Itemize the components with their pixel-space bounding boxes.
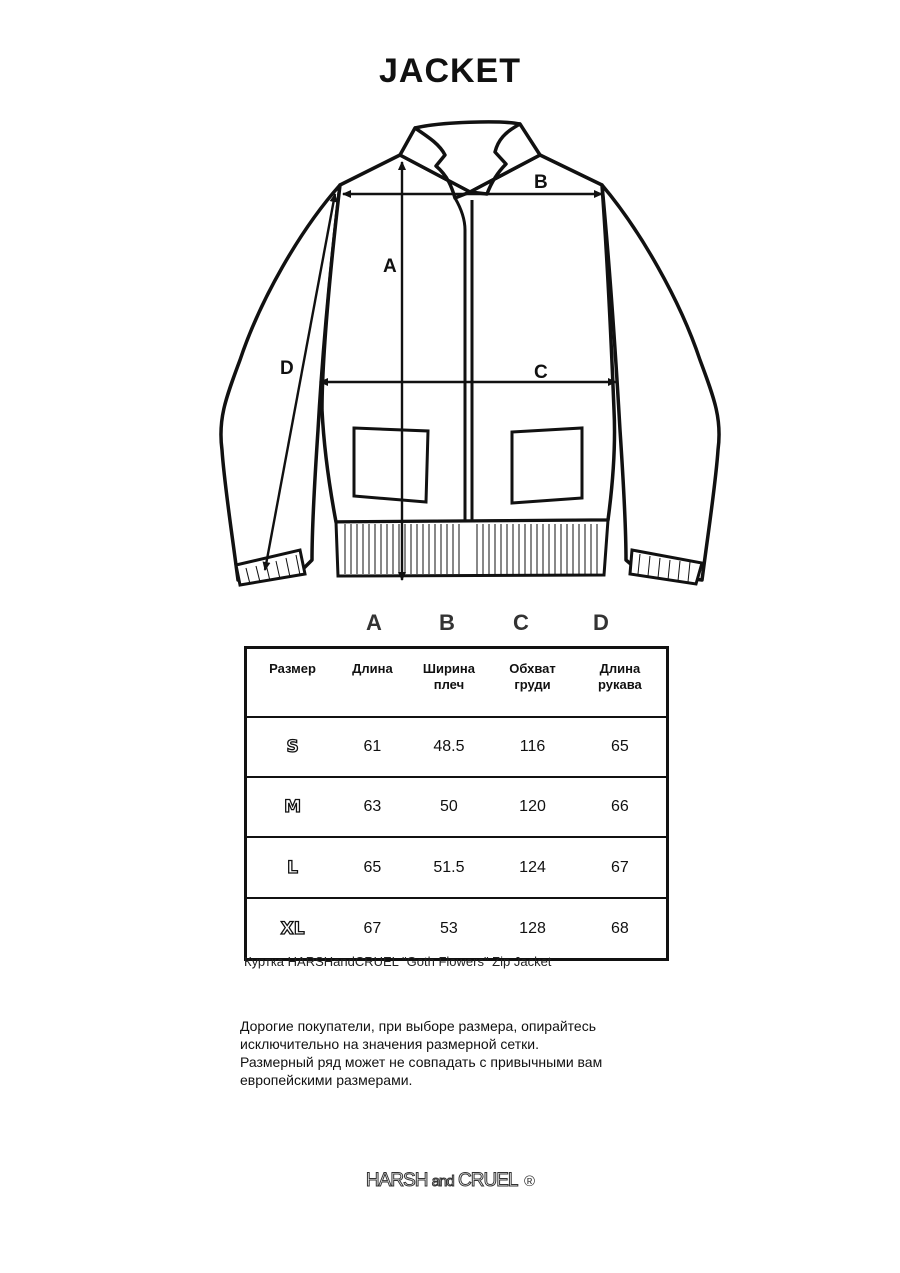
sleeve-cell: 66 xyxy=(574,777,668,837)
length-cell: 67 xyxy=(363,919,382,937)
table-header-row xyxy=(246,648,668,718)
notice-line: исключительно на значения размерной сетки. xyxy=(240,1036,539,1052)
sleeve-cell: 65 xyxy=(574,717,668,777)
shoulder-cell: 53 xyxy=(440,919,458,937)
header-shoulder-width: Ширина плеч xyxy=(407,648,492,718)
chest-cell: 124 xyxy=(491,837,574,898)
right-pocket xyxy=(512,428,582,503)
column-letter-c: C xyxy=(513,610,529,635)
header-sleeve-length: Длина рукава xyxy=(574,648,668,718)
length-cell: 65 xyxy=(338,837,406,898)
table-row xyxy=(246,898,668,960)
chest-cell: 128 xyxy=(519,919,546,937)
brand-logo xyxy=(0,1170,900,1192)
label-b: B xyxy=(534,172,548,193)
brand-harsh: HARSH xyxy=(365,1170,428,1191)
size-cell: XL xyxy=(280,918,305,939)
registered-icon: ® xyxy=(524,1173,535,1190)
shoulder-cell: 51.5 xyxy=(407,837,492,898)
header-length: Длина xyxy=(338,648,406,718)
length-cell: 61 xyxy=(338,717,406,777)
notice-line: Размерный ряд может не совпадать с привычными вам xyxy=(240,1054,603,1070)
notice-line: Дорогие покупатели, при выборе размера, опирайтесь xyxy=(240,1018,597,1034)
shoulder-cell: 48.5 xyxy=(407,717,492,777)
label-a: A xyxy=(383,256,397,277)
jacket-diagram xyxy=(0,110,900,600)
brand-cruel: CRUEL xyxy=(458,1170,517,1191)
right-sleeve xyxy=(602,185,719,580)
column-letter-b: B xyxy=(439,610,455,635)
column-letter-d: D xyxy=(593,610,609,635)
size-cell: S xyxy=(246,717,339,777)
column-letter-a: A xyxy=(366,610,382,635)
sleeve-cell: 67 xyxy=(574,837,668,898)
page-title: JACKET xyxy=(378,52,522,90)
label-c: C xyxy=(534,362,548,383)
notice-line: европейскими размерами. xyxy=(240,1072,413,1088)
size-cell: L xyxy=(246,837,339,898)
size-notice xyxy=(240,1017,660,1089)
left-pocket xyxy=(354,428,428,502)
brand-and: and xyxy=(431,1173,454,1190)
size-cell: M xyxy=(246,777,339,837)
table-row xyxy=(246,777,668,837)
chest-cell: 116 xyxy=(491,717,574,777)
table-row xyxy=(246,717,668,777)
header-size: Размер xyxy=(246,648,339,718)
chest-cell: 120 xyxy=(491,777,574,837)
length-cell: 63 xyxy=(338,777,406,837)
size-table xyxy=(244,646,669,961)
label-d: D xyxy=(280,358,294,379)
shoulder-cell: 50 xyxy=(407,777,492,837)
column-letters xyxy=(0,610,900,640)
table-row xyxy=(246,837,668,898)
product-caption: Куртка HARSHandCRUEL "Goth Flowers" Zip Jacket xyxy=(244,954,552,969)
header-chest: Обхват груди xyxy=(491,648,574,718)
collar-back xyxy=(415,122,520,128)
sleeve-cell: 68 xyxy=(611,919,629,937)
